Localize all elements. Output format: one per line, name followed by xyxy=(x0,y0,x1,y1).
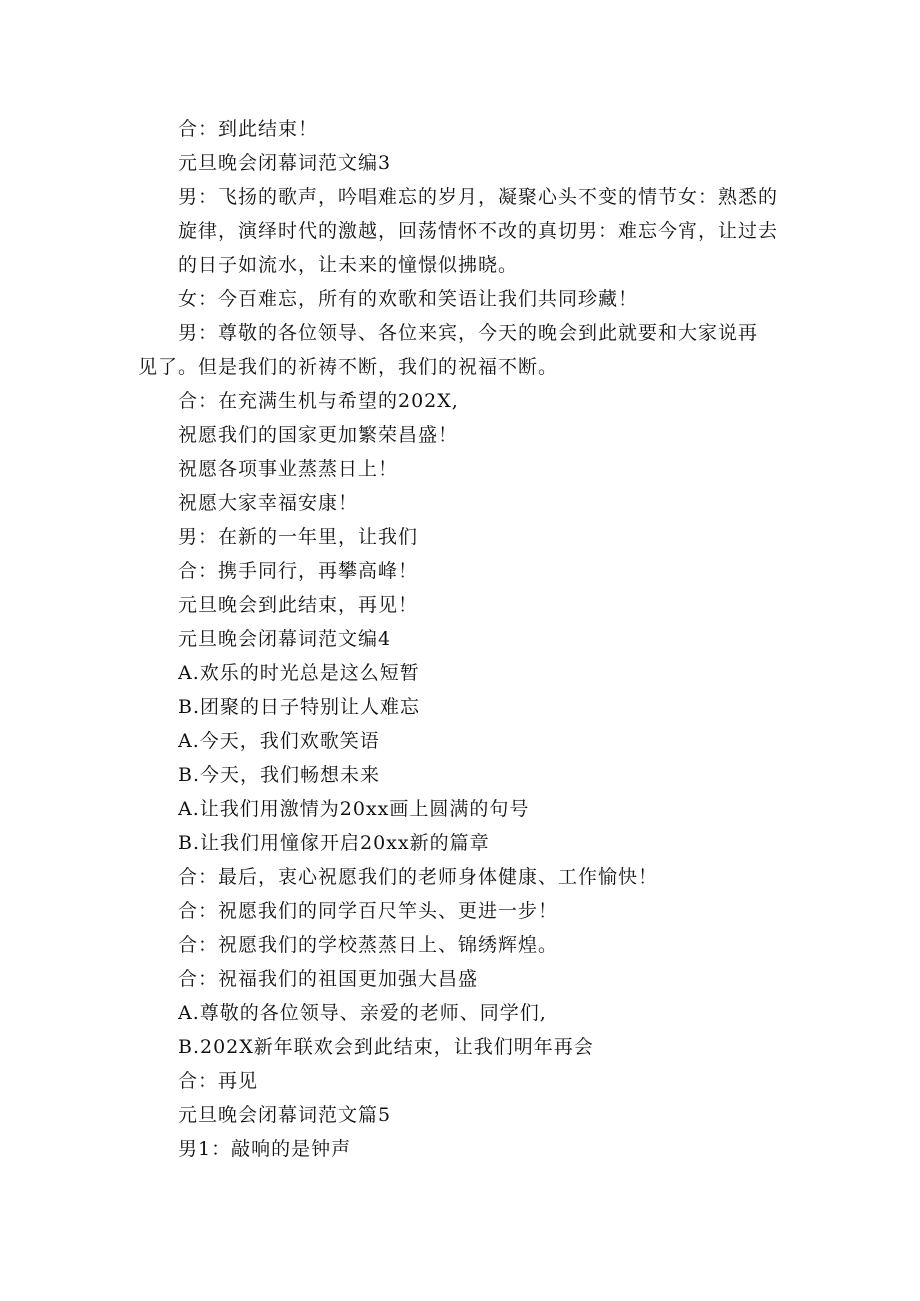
text-line: 男：在新的一年里，让我们 xyxy=(178,526,419,548)
text-line: 祝愿大家幸福安康！ xyxy=(178,492,359,514)
text-line: 祝愿我们的国家更加繁荣昌盛！ xyxy=(178,424,459,446)
section-heading: 元旦晚会闭幕词范文编3 xyxy=(178,152,392,174)
text-line: 合：到此结束！ xyxy=(178,118,319,140)
text-line: 的日子如流水，让未来的憧憬似拂晓。 xyxy=(178,254,519,276)
text-line: 合：在充满生机与希望的202X, xyxy=(178,390,459,412)
text-line: A.今天，我们欢歌笑语 xyxy=(178,730,380,752)
text-line: 合：携手同行，再攀高峰！ xyxy=(178,560,419,582)
text-line: B.今天，我们畅想未来 xyxy=(178,764,381,786)
text-line: 合：再见 xyxy=(178,1070,259,1092)
text-line: 合：祝福我们的祖国更加强大昌盛 xyxy=(178,968,479,990)
text-line: 祝愿各项事业蒸蒸日上！ xyxy=(178,458,399,480)
text-line: 见了。但是我们的祈祷不断，我们的祝福不断。 xyxy=(138,356,559,378)
text-line: A.让我们用激情为20xx画上圆满的句号 xyxy=(178,798,530,820)
section-heading: 元旦晚会闭幕词范文篇5 xyxy=(178,1104,392,1126)
text-line: B.202X新年联欢会到此结束，让我们明年再会 xyxy=(178,1036,594,1058)
text-line: 男1：敲响的是钟声 xyxy=(178,1138,352,1160)
text-line: A.欢乐的时光总是这么短暂 xyxy=(178,662,420,684)
text-line: B.团聚的日子特别让人难忘 xyxy=(178,696,421,718)
text-line: A.尊敬的各位领导、亲爱的老师、同学们, xyxy=(178,1002,547,1024)
text-line: 元旦晚会到此结束，再见！ xyxy=(178,594,419,616)
text-line: 合：祝愿我们的学校蒸蒸日上、锦绣辉煌。 xyxy=(178,934,559,956)
text-line: 女：今百难忘，所有的欢歌和笑语让我们共同珍藏！ xyxy=(178,288,639,310)
text-line: 男：尊敬的各位领导、各位来宾，今天的晚会到此就要和大家说再 xyxy=(178,322,759,344)
text-line: 合：最后，衷心祝愿我们的老师身体健康、工作愉快！ xyxy=(178,866,659,888)
text-line: 合：祝愿我们的同学百尺竿头、更进一步！ xyxy=(178,900,559,922)
text-line: B.让我们用憧傢开启20xx新的篇章 xyxy=(178,832,490,854)
text-line: 旋律，演绎时代的激越，回荡情怀不改的真切男：难忘今宵，让过去 xyxy=(178,220,779,242)
section-heading: 元旦晚会闭幕词范文编4 xyxy=(178,628,392,650)
text-line: 男：飞扬的歌声，吟唱难忘的岁月，凝聚心头不变的情节女：熟悉的 xyxy=(178,186,779,208)
